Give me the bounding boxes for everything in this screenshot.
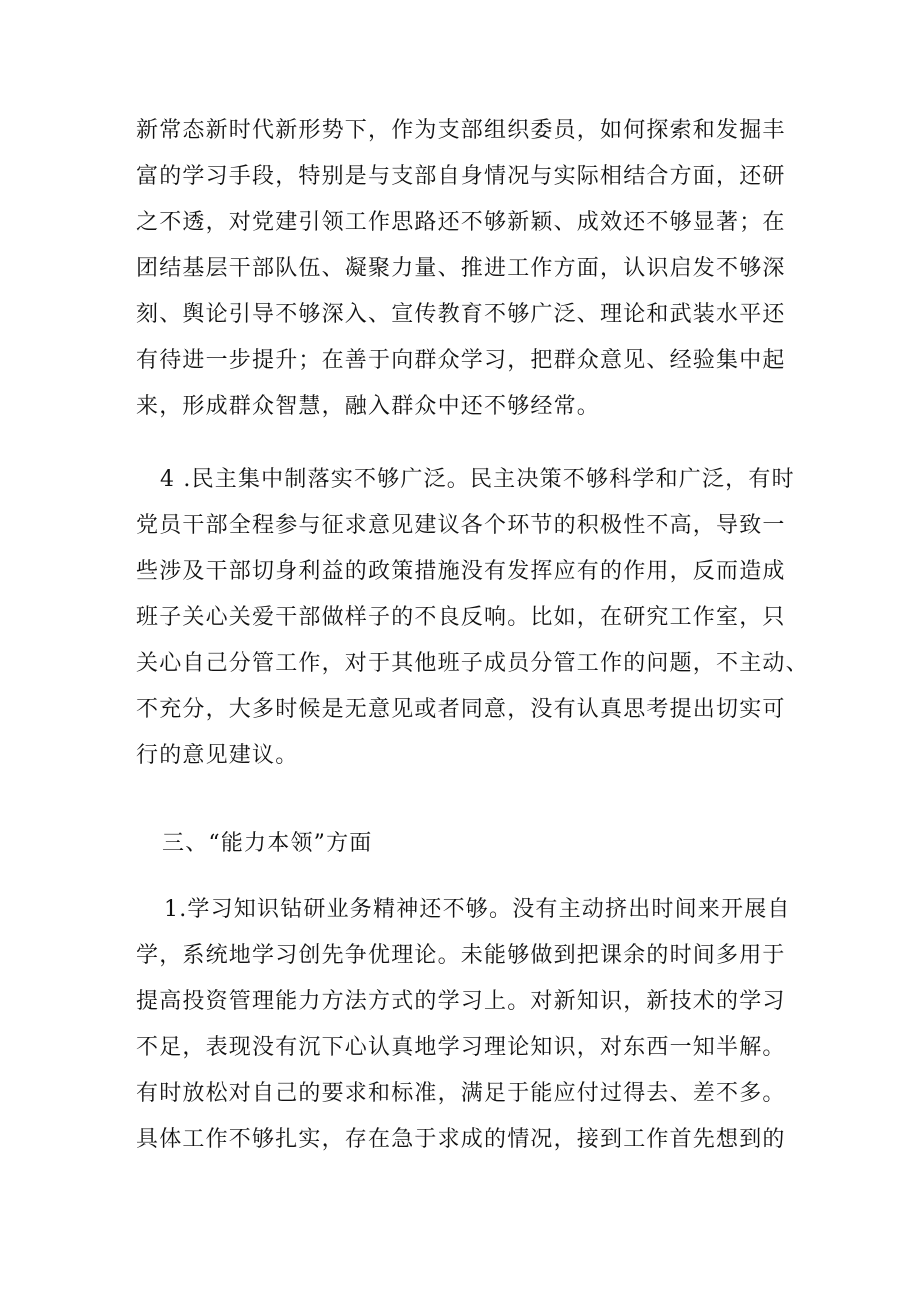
p2-line-6: 不充分，大多时候是无意见或者同意，没有认真思考提出切实可 [136,697,786,722]
p2-line-5: 关心自己分管工作，对于其他班子成员分管工作的问题，不主动、 [136,651,809,676]
p2-line-1: 4 .民主集中制落实不够广泛。民主决策不够科学和广泛，有时 [160,467,795,492]
section-heading: 三、“能力本领”方面 [162,831,373,856]
p1-line-7: 来，形成群众智慧，融入群众中还不够经常。 [136,394,601,419]
p1-line-3: 之不透，对党建引领工作思路还不够新颖、成效还不够显著；在 [136,210,786,235]
p3-line-5: 有时放松对自己的要求和标准，满足于能应付过得去、差不多。 [136,1081,786,1106]
p2-line-4: 班子关心关爱干部做样子的不良反响。比如，在研究工作室，只 [136,605,786,630]
p1-line-6: 有待进一步提升；在善于向群众学习，把群众意见、经验集中起 [136,348,786,373]
p3-line-3: 提高投资管理能力方法方式的学习上。对新知识，新技术的学习 [136,989,786,1014]
p3-line-6: 具体工作不够扎实，存在急于求成的情况，接到工作首先想到的 [136,1127,786,1152]
p2-line-3: 些涉及干部切身利益的政策措施没有发挥应有的作用，反而造成 [136,559,786,584]
p1-line-1: 新常态新时代新形势下，作为支部组织委员，如何探索和发掘丰 [136,118,786,143]
p3-line-2: 学，系统地学习创先争优理论。未能够做到把课余的时间多用于 [136,943,786,968]
p3-line-4: 不足，表现没有沉下心认真地学习理论知识，对东西一知半解。 [136,1035,786,1060]
p1-line-5: 刻、舆论引导不够深入、宣传教育不够广泛、理论和武装水平还 [136,302,786,327]
p2-line-7: 行的意见建议。 [136,743,299,768]
p3-line-1: 1.学习知识钻研业务精神还不够。没有主动挤出时间来开展自 [164,897,791,922]
p1-line-2: 富的学习手段，特别是与支部自身情况与实际相结合方面，还研 [136,164,786,189]
p1-line-4: 团结基层干部队伍、凝聚力量、推进工作方面，认识启发不够深 [136,256,786,281]
p2-line-2: 党员干部全程参与征求意见建议各个环节的积极性不高，导致一 [136,513,786,538]
